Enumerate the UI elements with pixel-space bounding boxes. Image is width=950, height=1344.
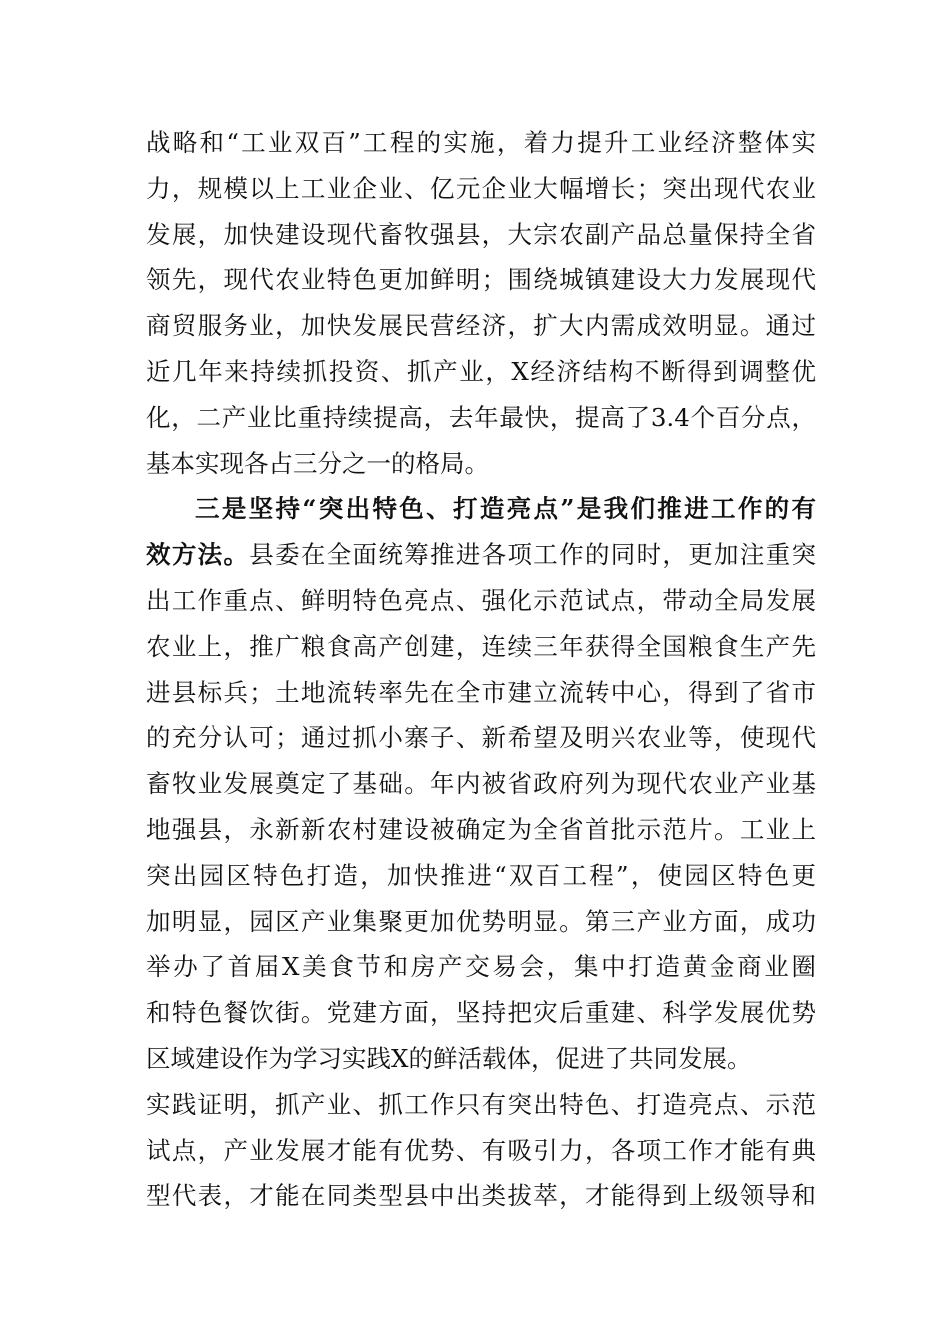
text-line: 畜牧业发展奠定了基础。年内被省政府列为现代农业产业基: [146, 769, 816, 799]
text-line: 地强县，永新新农村建设被确定为全省首批示范片。工业上: [146, 814, 816, 844]
text-line: 近几年来持续抓投资、抓产业，X经济结构不断得到调整优: [146, 356, 816, 386]
text-line: 商贸服务业，加快发展民营经济，扩大内需成效明显。通过: [146, 311, 816, 341]
text-line: 加明显，园区产业集聚更加优势明显。第三产业方面，成功: [146, 906, 816, 936]
text-line: 进县标兵；土地流转率先在全市建立流转中心，得到了省市: [146, 677, 816, 707]
text-line: 实践证明，抓产业、抓工作只有突出特色、打造亮点、示范: [146, 1089, 816, 1119]
text-line: 领先，现代农业特色更加鲜明；围绕城镇建设大力发展现代: [146, 265, 816, 295]
bold-heading-text: 三是坚持“突出特色、打造亮点”是我们推进工作的有: [195, 494, 816, 524]
text-line: 出工作重点、鲜明特色亮点、强化示范试点，带动全局发展: [146, 585, 816, 615]
text-line: 基本实现各占三分之一的格局。: [146, 448, 489, 478]
text-line: 战略和“工业双百”工程的实施，着力提升工业经济整体实: [146, 128, 816, 157]
text-line: 突出园区特色打造，加快推进“双百工程”，使园区特色更: [146, 860, 816, 890]
text-line: 力，规模以上工业企业、亿元企业大幅增长；突出现代农业: [146, 173, 816, 203]
text-line: 区域建设作为学习实践X的鲜活载体，促进了共同发展。: [146, 1043, 752, 1073]
body-text: [146, 120, 816, 1219]
text-line: 举办了首届X美食节和房产交易会，集中打造黄金商业圈: [146, 952, 816, 982]
text-line: 发展，加快建设现代畜牧强县，大宗农副产品总量保持全省: [146, 219, 816, 249]
text-line: 和特色餐饮街。党建方面，坚持把灾后重建、科学发展优势: [146, 998, 816, 1028]
text-line: 农业上，推广粮食高产创建，连续三年获得全国粮食生产先: [146, 631, 816, 661]
line-text: 县委在全面统筹推进各项工作的同时，更加注重突: [249, 540, 816, 570]
text-line: 试点，产业发展才能有优势、有吸引力，各项工作才能有典: [146, 1135, 816, 1165]
text-line: 型代表，才能在同类型县中出类拔萃，才能得到上级领导和: [146, 1181, 816, 1211]
text-line: 的充分认可；通过抓小寨子、新希望及明兴农业等，使现代: [146, 723, 816, 753]
text-line: [146, 486, 816, 532]
text-line: 化，二产业比重持续提高，去年最快，提高了3.4个百分点，: [146, 402, 816, 432]
bold-heading-text: 效方法。: [146, 540, 250, 570]
text-line: [146, 532, 816, 578]
